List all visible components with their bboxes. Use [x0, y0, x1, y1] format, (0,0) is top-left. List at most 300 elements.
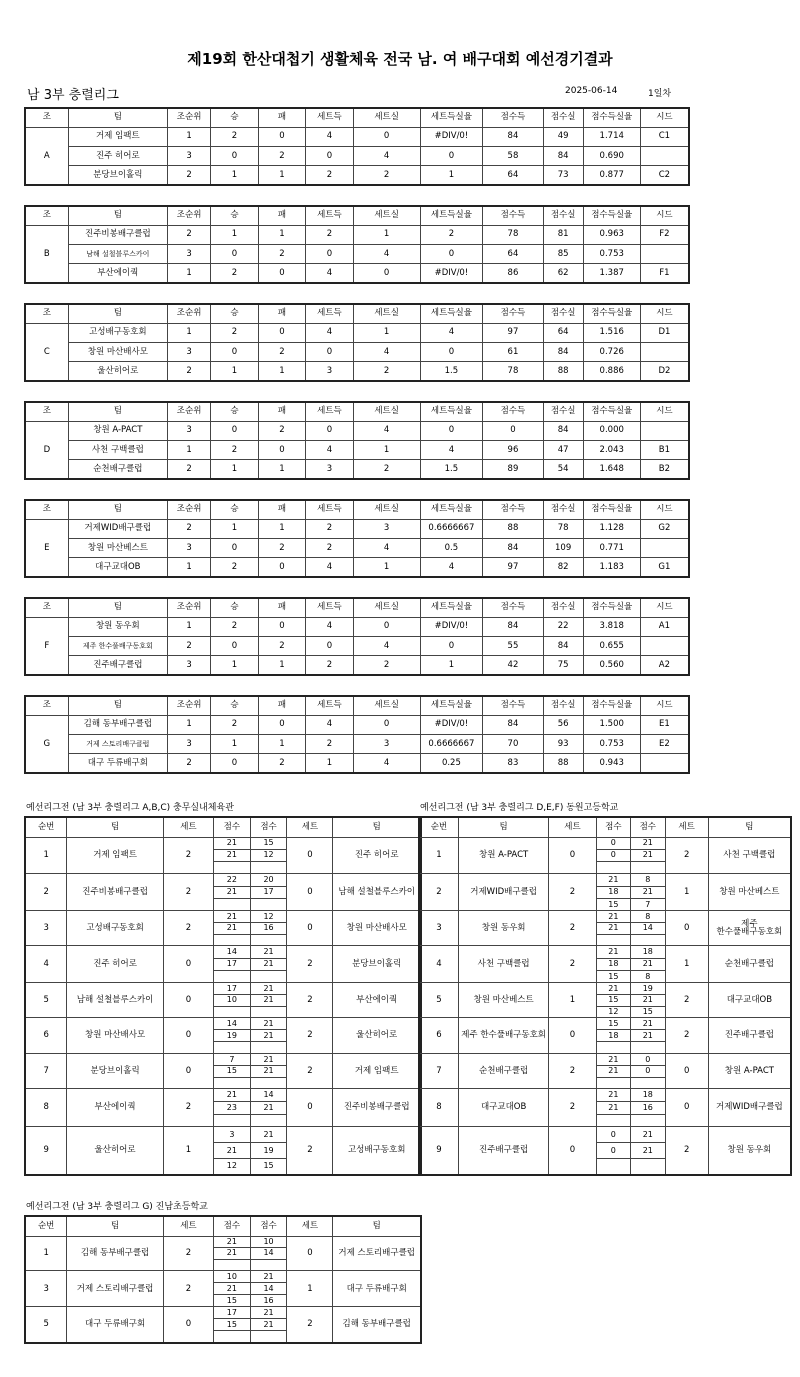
- column-header: 세트: [549, 817, 596, 837]
- column-header: 세트득실율: [420, 304, 483, 323]
- column-header: 팀: [68, 402, 167, 421]
- column-header: 팀: [68, 500, 167, 519]
- match-row: [25, 1054, 421, 1066]
- cell-rank: 1: [168, 264, 211, 283]
- cell-pw: 86: [483, 264, 543, 283]
- cell-sw: 4: [306, 441, 354, 460]
- column-header: 점수득실율: [583, 696, 640, 715]
- score-away: 21: [250, 1066, 287, 1078]
- score-home: 22: [214, 874, 251, 886]
- cell-w: 1: [211, 362, 259, 381]
- score-home: 14: [214, 1018, 251, 1030]
- cell-pr: 1.128: [583, 519, 640, 538]
- column-header: 점수실: [543, 206, 583, 225]
- cell-w: 2: [211, 441, 259, 460]
- column-header: 세트득실율: [420, 402, 483, 421]
- column-header: 조: [25, 696, 68, 715]
- cell-l: 1: [258, 166, 306, 185]
- cell-pr: 0.000: [583, 421, 640, 440]
- cell-w: 2: [211, 558, 259, 577]
- cell-seed: [640, 754, 689, 773]
- column-header: 세트: [287, 1216, 333, 1236]
- cell-l: 0: [258, 558, 306, 577]
- match-number: 5: [419, 983, 458, 1018]
- team-away: 창원 A-PACT: [708, 1054, 791, 1089]
- cell-w: 2: [211, 617, 259, 636]
- cell-l: 1: [258, 225, 306, 244]
- cell-seed: B2: [640, 460, 689, 479]
- table-row: [25, 558, 689, 577]
- score-home: 15: [596, 899, 630, 911]
- cell-pw: 84: [483, 539, 543, 558]
- column-header: 시드: [640, 206, 689, 225]
- team-home: 사천 구백클럽: [458, 946, 549, 983]
- sets-away: 2: [287, 983, 333, 1018]
- team-away: 거제 스토리배구클럽: [333, 1236, 421, 1271]
- score-away: [631, 1159, 665, 1175]
- team-away: 진주비봉배구클럽: [333, 1089, 421, 1127]
- cell-sw: 4: [306, 127, 354, 146]
- sets-home: 0: [163, 1307, 213, 1343]
- cell-pl: 84: [543, 343, 583, 362]
- score-away: 19: [250, 1143, 287, 1159]
- cell-pw: 84: [483, 715, 543, 734]
- sets-away: 0: [287, 1089, 333, 1127]
- match-row: [25, 1127, 421, 1143]
- cell-sl: 4: [353, 637, 420, 656]
- score-home: [214, 1077, 251, 1089]
- cell-pr: 0.943: [583, 754, 640, 773]
- cell-pw: 58: [483, 147, 543, 166]
- column-header: 순번: [25, 1216, 67, 1236]
- sets-away: 0: [287, 837, 333, 874]
- team-home: 김해 동부배구클럽: [67, 1236, 163, 1271]
- cell-seed: F2: [640, 225, 689, 244]
- sets-away: 2: [287, 1307, 333, 1343]
- score-away: 21: [631, 1143, 665, 1159]
- column-header: 패: [258, 206, 306, 225]
- table-row: [25, 264, 689, 283]
- sets-away: 0: [665, 1054, 708, 1089]
- score-away: 12: [250, 849, 287, 861]
- cell-pl: 88: [543, 754, 583, 773]
- match-number: 1: [419, 837, 458, 874]
- score-home: [214, 1259, 251, 1271]
- score-away: 21: [631, 1127, 665, 1143]
- column-header: 승: [211, 108, 259, 127]
- cell-sl: 4: [353, 343, 420, 362]
- team-away: 진주배구클럽: [708, 1018, 791, 1054]
- table-row: [25, 166, 689, 185]
- cell-sr: 0: [420, 421, 483, 440]
- score-home: [214, 1042, 251, 1054]
- cell-pw: 84: [483, 617, 543, 636]
- match-number: 9: [419, 1127, 458, 1175]
- score-home: 21: [214, 886, 251, 898]
- cell-sw: 3: [306, 460, 354, 479]
- cell-pr: 0.886: [583, 362, 640, 381]
- cell-pr: 1.516: [583, 323, 640, 342]
- score-away: 21: [250, 1319, 287, 1331]
- cell-pl: 75: [543, 656, 583, 675]
- group-name: A: [25, 127, 68, 185]
- sets-home: 2: [549, 911, 596, 946]
- sets-home: 0: [163, 1054, 213, 1089]
- cell-sw: 1: [306, 754, 354, 773]
- score-away: 21: [250, 1102, 287, 1115]
- column-header: 조순위: [168, 500, 211, 519]
- match-number: 6: [25, 1018, 67, 1054]
- score-home: 15: [214, 1066, 251, 1078]
- cell-sr: 2: [420, 225, 483, 244]
- column-header: 점수: [250, 817, 287, 837]
- score-away: 0: [631, 1054, 665, 1066]
- cell-team: 거제 임팩트: [68, 127, 167, 146]
- cell-pl: 56: [543, 715, 583, 734]
- cell-rank: 2: [168, 166, 211, 185]
- group-table-f: [24, 597, 690, 676]
- cell-team: 창원 동우회: [68, 617, 167, 636]
- score-home: 21: [596, 1102, 630, 1115]
- score-away: [631, 1042, 665, 1054]
- sets-home: 0: [163, 983, 213, 1018]
- team-away: 부산에이쿽: [333, 983, 421, 1018]
- cell-team: 제주 한수풀배구동호회: [68, 637, 167, 656]
- score-away: 15: [631, 1006, 665, 1018]
- cell-pw: 97: [483, 558, 543, 577]
- table-header-row: [419, 817, 791, 837]
- cell-sw: 2: [306, 225, 354, 244]
- sets-away: 2: [665, 1018, 708, 1054]
- cell-seed: [640, 637, 689, 656]
- team-away: 대구교대OB: [708, 983, 791, 1018]
- cell-pl: 62: [543, 264, 583, 283]
- column-header: 세트: [163, 1216, 213, 1236]
- column-header: 점수실: [543, 598, 583, 617]
- cell-pr: 3.818: [583, 617, 640, 636]
- cell-pl: 22: [543, 617, 583, 636]
- cell-sl: 4: [353, 539, 420, 558]
- sets-home: 2: [163, 837, 213, 874]
- match-number: 3: [419, 911, 458, 946]
- cell-pw: 0: [483, 421, 543, 440]
- score-home: 18: [596, 1030, 630, 1042]
- cell-team: 순천배구클럽: [68, 460, 167, 479]
- cell-w: 0: [211, 539, 259, 558]
- cell-l: 2: [258, 421, 306, 440]
- score-away: [250, 862, 287, 874]
- cell-w: 2: [211, 715, 259, 734]
- score-home: 18: [596, 958, 630, 970]
- cell-seed: [640, 245, 689, 264]
- score-home: 10: [214, 995, 251, 1007]
- cell-sl: 0: [353, 264, 420, 283]
- column-header: 승: [211, 304, 259, 323]
- match-row: [419, 874, 791, 886]
- score-away: 21: [250, 983, 287, 995]
- table-row: [25, 421, 689, 440]
- cell-sl: 3: [353, 735, 420, 754]
- sets-home: 2: [549, 1054, 596, 1089]
- column-header: 팀: [68, 206, 167, 225]
- column-header: 점수득: [483, 108, 543, 127]
- cell-rank: 3: [168, 539, 211, 558]
- cell-l: 0: [258, 715, 306, 734]
- table-row: [25, 147, 689, 166]
- cell-sr: 1: [420, 166, 483, 185]
- table-row: [25, 715, 689, 734]
- sets-away: 1: [665, 874, 708, 911]
- cell-w: 1: [211, 735, 259, 754]
- team-away: 진주 히어로: [333, 837, 421, 874]
- column-header: 세트득: [306, 108, 354, 127]
- cell-sw: 0: [306, 245, 354, 264]
- cell-rank: 1: [168, 323, 211, 342]
- sets-away: 2: [665, 837, 708, 874]
- group-table-b: [24, 205, 690, 284]
- match-row: [25, 911, 421, 923]
- cell-l: 2: [258, 539, 306, 558]
- table-header-row: [25, 500, 689, 519]
- match-table-left: [24, 816, 422, 1176]
- cell-pw: 61: [483, 343, 543, 362]
- cell-w: 0: [211, 245, 259, 264]
- table-header-row: [25, 1216, 421, 1236]
- cell-w: 0: [211, 754, 259, 773]
- score-home: 10: [214, 1271, 251, 1283]
- column-header: 시드: [640, 598, 689, 617]
- score-away: 16: [250, 1295, 287, 1307]
- score-home: [596, 934, 630, 946]
- match-number: 7: [25, 1054, 67, 1089]
- cell-rank: 1: [168, 558, 211, 577]
- score-away: 16: [631, 1102, 665, 1115]
- score-away: [250, 1331, 287, 1343]
- cell-team: 창원 A-PACT: [68, 421, 167, 440]
- column-header: 패: [258, 598, 306, 617]
- score-away: 20: [250, 874, 287, 886]
- score-away: 18: [631, 1089, 665, 1102]
- match-number: 8: [419, 1089, 458, 1127]
- sets-away: 2: [665, 1127, 708, 1175]
- score-away: 21: [631, 958, 665, 970]
- score-home: 23: [214, 1102, 251, 1115]
- score-away: 21: [250, 1127, 287, 1143]
- cell-pl: 81: [543, 225, 583, 244]
- score-home: [596, 1114, 630, 1127]
- table-row: [25, 245, 689, 264]
- cell-sr: 0.6666667: [420, 519, 483, 538]
- cell-seed: A1: [640, 617, 689, 636]
- cell-sl: 1: [353, 558, 420, 577]
- match-number: 9: [25, 1127, 67, 1175]
- score-home: 0: [596, 837, 630, 849]
- team-away: 울산히어로: [333, 1018, 421, 1054]
- table-header-row: [25, 817, 421, 837]
- score-away: 21: [631, 849, 665, 861]
- score-away: 12: [250, 911, 287, 923]
- sets-away: 2: [287, 946, 333, 983]
- score-home: 21: [596, 911, 630, 923]
- cell-sr: 1.5: [420, 460, 483, 479]
- cell-sl: 2: [353, 362, 420, 381]
- cell-pw: 96: [483, 441, 543, 460]
- column-header: 세트득실율: [420, 500, 483, 519]
- cell-sl: 4: [353, 421, 420, 440]
- league-name: 남 3부 충렬리그: [27, 88, 119, 103]
- group-name: E: [25, 519, 68, 577]
- column-header: 승: [211, 598, 259, 617]
- cell-l: 1: [258, 656, 306, 675]
- match-number: 4: [419, 946, 458, 983]
- cell-sl: 0: [353, 127, 420, 146]
- score-away: [631, 1077, 665, 1089]
- score-home: 15: [596, 995, 630, 1007]
- cell-team: 부산에이쿽: [68, 264, 167, 283]
- column-header: 승: [211, 402, 259, 421]
- sets-away: 2: [287, 1127, 333, 1175]
- column-header: 세트득: [306, 598, 354, 617]
- team-away: 제주 한수풀배구동호회: [708, 911, 791, 946]
- column-header: 세트득: [306, 696, 354, 715]
- cell-seed: G1: [640, 558, 689, 577]
- cell-rank: 2: [168, 637, 211, 656]
- cell-w: 0: [211, 343, 259, 362]
- column-header: 패: [258, 696, 306, 715]
- team-away: 창원 마산배사모: [333, 911, 421, 946]
- score-away: [250, 1077, 287, 1089]
- column-header: 패: [258, 500, 306, 519]
- cell-seed: [640, 147, 689, 166]
- score-home: 0: [596, 1143, 630, 1159]
- score-away: 14: [631, 923, 665, 935]
- page-title: 제19회 한산대첩기 생활체육 전국 남. 여 배구대회 예선경기결과: [187, 50, 613, 68]
- cell-pl: 82: [543, 558, 583, 577]
- cell-pw: 84: [483, 127, 543, 146]
- cell-pr: 0.771: [583, 539, 640, 558]
- score-home: 21: [214, 1089, 251, 1102]
- score-away: [250, 971, 287, 983]
- column-header: 점수득: [483, 206, 543, 225]
- cell-rank: 1: [168, 617, 211, 636]
- cell-pw: 42: [483, 656, 543, 675]
- cell-team: 사천 구백클럽: [68, 441, 167, 460]
- cell-sw: 0: [306, 147, 354, 166]
- score-home: [214, 971, 251, 983]
- cell-sr: #DIV/0!: [420, 264, 483, 283]
- cell-pr: 0.655: [583, 637, 640, 656]
- score-home: 3: [214, 1127, 251, 1143]
- cell-pw: 78: [483, 362, 543, 381]
- cell-sw: 4: [306, 617, 354, 636]
- team-home: 울산히어로: [67, 1127, 163, 1175]
- column-header: 조: [25, 108, 68, 127]
- team-home: 진주배구클럽: [458, 1127, 549, 1175]
- score-away: [631, 1114, 665, 1127]
- sets-home: 2: [163, 1236, 213, 1271]
- cell-rank: 1: [168, 441, 211, 460]
- score-home: 0: [596, 1127, 630, 1143]
- cell-w: 1: [211, 519, 259, 538]
- score-away: 21: [250, 1030, 287, 1042]
- table-row: [25, 539, 689, 558]
- match-number: 3: [25, 911, 67, 946]
- column-header: 조: [25, 206, 68, 225]
- column-header: 조순위: [168, 304, 211, 323]
- cell-sr: 0: [420, 343, 483, 362]
- score-away: [250, 1259, 287, 1271]
- column-header: 조순위: [168, 206, 211, 225]
- cell-pw: 64: [483, 245, 543, 264]
- cell-sw: 4: [306, 715, 354, 734]
- cell-l: 2: [258, 754, 306, 773]
- cell-w: 1: [211, 225, 259, 244]
- column-header: 팀: [67, 1216, 163, 1236]
- group-name: D: [25, 421, 68, 479]
- score-away: 14: [250, 1089, 287, 1102]
- column-header: 패: [258, 304, 306, 323]
- column-header: 시드: [640, 402, 689, 421]
- table-header-row: [25, 598, 689, 617]
- column-header: 팀: [67, 817, 163, 837]
- cell-rank: 2: [168, 362, 211, 381]
- cell-sr: 4: [420, 441, 483, 460]
- score-home: 17: [214, 983, 251, 995]
- column-header: 조순위: [168, 402, 211, 421]
- sets-home: 0: [163, 1018, 213, 1054]
- team-home: 진주 히어로: [67, 946, 163, 983]
- score-home: [596, 1159, 630, 1175]
- group-name: B: [25, 225, 68, 283]
- team-home: 창원 마산배사모: [67, 1018, 163, 1054]
- table-row: [25, 323, 689, 342]
- cell-team: 창원 마산베스트: [68, 539, 167, 558]
- cell-seed: [640, 421, 689, 440]
- match-row: [25, 946, 421, 958]
- column-header: 점수실: [543, 304, 583, 323]
- column-header: 조: [25, 304, 68, 323]
- table-row: [25, 637, 689, 656]
- cell-sr: #DIV/0!: [420, 127, 483, 146]
- match-row: [419, 946, 791, 958]
- column-header: 시드: [640, 696, 689, 715]
- column-header: 점수득실율: [583, 500, 640, 519]
- column-header: 승: [211, 696, 259, 715]
- column-header: 세트득실율: [420, 696, 483, 715]
- sets-home: 2: [163, 1271, 213, 1307]
- group-name: F: [25, 617, 68, 675]
- sets-home: 1: [549, 983, 596, 1018]
- cell-sr: 4: [420, 558, 483, 577]
- cell-w: 2: [211, 264, 259, 283]
- score-away: 21: [631, 1018, 665, 1030]
- sets-home: 2: [163, 911, 213, 946]
- cell-sr: 1: [420, 656, 483, 675]
- subtitle-row: [24, 84, 690, 103]
- column-header: 세트실: [353, 598, 420, 617]
- score-away: 15: [250, 837, 287, 849]
- cell-pl: 88: [543, 362, 583, 381]
- score-home: [214, 899, 251, 911]
- score-home: 21: [214, 1283, 251, 1295]
- cell-l: 0: [258, 323, 306, 342]
- cell-team: 대구교대OB: [68, 558, 167, 577]
- score-away: 21: [631, 995, 665, 1007]
- cell-l: 0: [258, 127, 306, 146]
- cell-sl: 4: [353, 245, 420, 264]
- score-away: [250, 1114, 287, 1127]
- sets-away: 2: [287, 1018, 333, 1054]
